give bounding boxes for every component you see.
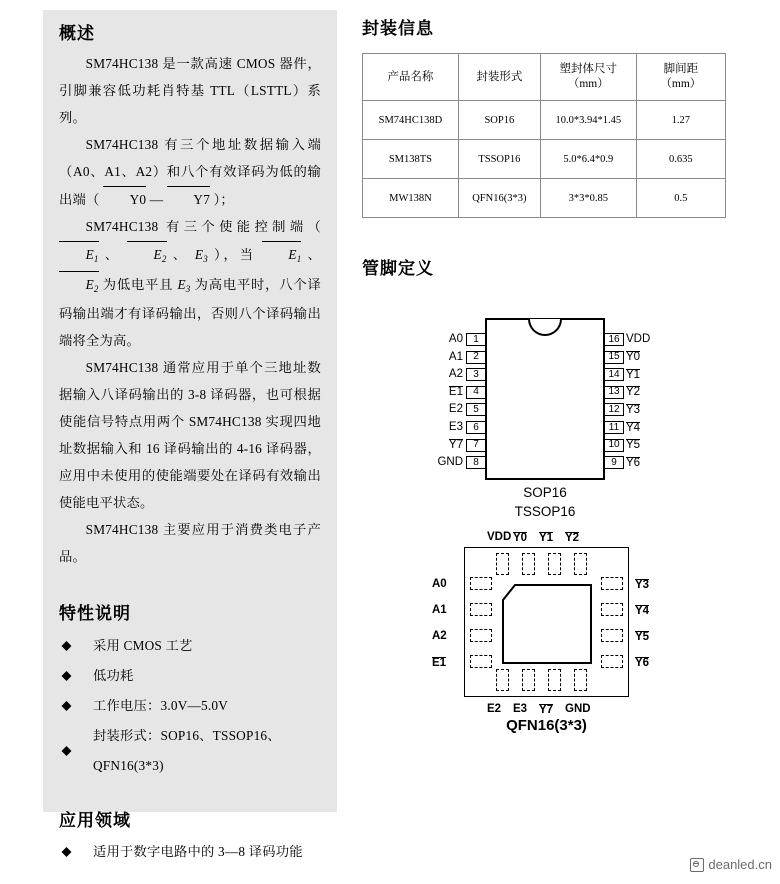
- pad-label-text: Y1: [539, 532, 554, 544]
- qfn16-right-pad-Y3: [601, 577, 623, 590]
- cell-package-type: TSSOP16: [458, 140, 540, 179]
- sop16-right-pin-label-Y6: [626, 456, 640, 469]
- label-e3-a: $E_3$: [194, 247, 208, 265]
- application-label: 适用于数字电路中的 3—8 译码功能: [93, 844, 303, 860]
- qfn16-left-pad-E1: [470, 655, 492, 668]
- pin-label-text: E1: [448, 386, 463, 399]
- cell-product-name: SM74HC138D: [363, 101, 459, 140]
- sop16-left-pin-7: 7: [466, 439, 486, 452]
- features-list: [59, 631, 321, 781]
- pad-label-text: E3: [513, 703, 528, 715]
- column-header-body-size: 塑封体尺寸 （mm）: [540, 54, 636, 101]
- sop16-package-diagram: [362, 293, 762, 519]
- qfn16-die-outline-icon: [502, 581, 592, 664]
- overline-e2-a: $E_2$: [127, 240, 167, 270]
- qfn16-right-label-Y4: [635, 604, 649, 617]
- pad-label-text: Y0: [513, 532, 528, 544]
- overline-e1-a: $E_1$: [59, 240, 99, 270]
- sop16-left-pin-label-A0: [363, 333, 463, 346]
- diamond-bullet-icon: [62, 671, 72, 681]
- diamond-bullet-icon: [62, 641, 72, 651]
- pin-label-text: Y6: [626, 456, 641, 469]
- qfn16-left-label-E1: [432, 656, 446, 669]
- qfn16-right-pad-Y5: [601, 629, 623, 642]
- qfn16-top-label-VDD: [487, 531, 511, 543]
- pin-label-text: Y0: [626, 351, 641, 364]
- pin-label-text: A0: [448, 333, 463, 345]
- spacer-features: [59, 570, 321, 604]
- qfn16-package-diagram: [362, 525, 762, 745]
- pad-label-text: Y2: [565, 532, 580, 544]
- diamond-bullet-icon: [62, 701, 72, 711]
- sop16-caption-line2: TSSOP16: [514, 504, 576, 519]
- sop16-left-pin-6: 6: [466, 421, 486, 434]
- pad-label-text: Y7: [539, 704, 554, 716]
- qfn16-right-pad-Y4: [601, 603, 623, 616]
- qfn16-right-pad-Y6: [601, 655, 623, 668]
- sop16-left-pin-4: 4: [466, 386, 486, 399]
- cell-body-size: 3*3*0.85: [540, 179, 636, 218]
- qfn16-top-label-Y0: [513, 531, 527, 544]
- qfn16-left-pad-A0: [470, 577, 492, 590]
- sop16-left-pin-label-GND: [363, 456, 463, 469]
- pad-label-text: E2: [487, 703, 502, 715]
- overview-paragraph-3: SM74HC138 有三个使能控制端（$E_1$ 、 $E_2$ 、 $E_3$ ），当 $E_1$ 、 $E_2$ 为低电平且 $E_3$ 为高电平时，八个译码输出端才有译码输出，否则八个译码输出端将全为高。: [59, 219, 322, 349]
- cell-package-type: SOP16: [458, 101, 540, 140]
- watermark: [690, 857, 772, 872]
- pin-label-text: E2: [448, 403, 463, 416]
- pad-label-text: A1: [432, 604, 447, 616]
- sop16-right-pin-label-Y2: [626, 386, 640, 399]
- overline-y7: Y7: [167, 185, 210, 213]
- table-row: [363, 140, 726, 179]
- sop16-right-pin-11: 11: [604, 421, 624, 434]
- qfn16-top-pad-VDD: [496, 553, 509, 575]
- list-item: [59, 721, 321, 781]
- qfn16-bottom-label-Y7: [539, 703, 553, 716]
- pin-label-text: A1: [448, 350, 463, 363]
- feature-label: 采用 CMOS 工艺: [93, 637, 193, 653]
- qfn16-left-pad-A1: [470, 603, 492, 616]
- qfn16-left-pad-A2: [470, 629, 492, 642]
- sop16-right-pin-15: 15: [604, 351, 624, 364]
- cell-package-type: QFN16(3*3): [458, 179, 540, 218]
- pin-label-text: Y1: [626, 368, 641, 381]
- pin-label-text: Y7: [448, 439, 463, 452]
- qfn16-bottom-pad-Y7: [548, 669, 561, 691]
- features-heading: 特性说明: [59, 604, 131, 624]
- cell-pin-pitch: 0.5: [636, 179, 725, 218]
- spacer-applications: [59, 781, 321, 811]
- overview-paragraph-4: SM74HC138 通常应用于单个三地址数据输入八译码输出的 3-8 译码器，也可根据使能信号特点用两个 SM74HC138 实现四地址数据输入和 16 译码输出的 4-16 译码器，应用中未使用的使能端要处在译码有效输出使能电平状态。: [59, 360, 321, 511]
- package-info-table: [362, 53, 726, 218]
- pad-label-text: E1: [432, 657, 447, 669]
- cell-body-size: 10.0*3.94*1.45: [540, 101, 636, 140]
- sop16-left-pin-label-E2: [363, 403, 463, 416]
- pin-label-text: Y5: [626, 439, 641, 452]
- qfn16-right-label-Y5: [635, 630, 649, 643]
- qfn16-top-pad-Y0: [522, 553, 535, 575]
- qfn16-bottom-label-E2: [487, 703, 501, 715]
- table-header-row: [363, 54, 726, 101]
- qfn16-right-label-Y3: [635, 578, 649, 591]
- list-item: [59, 837, 321, 867]
- sop16-right-pin-label-VDD: [626, 333, 650, 346]
- diamond-bullet-icon: [62, 847, 72, 857]
- chip-notch-icon: [528, 319, 562, 336]
- pin-definition-heading: 管脚定义: [362, 259, 434, 278]
- qfn16-bottom-pad-E2: [496, 669, 509, 691]
- pin-label-text: E3: [448, 421, 463, 433]
- cell-pin-pitch: 1.27: [636, 101, 725, 140]
- sop16-right-pin-14: 14: [604, 368, 624, 381]
- sop16-left-pin-label-E3: [363, 421, 463, 434]
- cell-product-name: SM138TS: [363, 140, 459, 179]
- sop16-left-pin-5: 5: [466, 403, 486, 416]
- overview-paragraph-2: SM74HC138 有三个地址数据输入端（A0、A1、A2）和八个有效译码为低的输出端（ Y0 — Y7 ）；: [59, 131, 321, 213]
- pad-label-text: VDD: [487, 531, 512, 543]
- qfn16-bottom-label-E3: [513, 703, 527, 715]
- sop16-left-pin-label-A2: [363, 368, 463, 381]
- list-item: [59, 691, 321, 721]
- pad-label-text: GND: [565, 703, 591, 715]
- overview-heading: 概述: [59, 24, 95, 43]
- pad-label-text: A0: [432, 578, 447, 590]
- applications-heading: 应用领域: [59, 810, 131, 830]
- table-row: [363, 179, 726, 218]
- list-item: [59, 661, 321, 691]
- sop16-left-pin-8: 8: [466, 456, 486, 469]
- column-header-pin-pitch: 脚间距 （mm）: [636, 54, 725, 101]
- pad-label-text: Y6: [635, 657, 650, 669]
- pin-label-text: Y4: [626, 421, 641, 434]
- sop16-left-pin-1: 1: [466, 333, 486, 346]
- sop16-left-pin-3: 3: [466, 368, 486, 381]
- cell-pin-pitch: 0.635: [636, 140, 725, 179]
- qfn16-bottom-pad-E3: [522, 669, 535, 691]
- pin-label-text: GND: [437, 456, 463, 469]
- column-header-package-type: 封装形式: [458, 54, 540, 101]
- sop16-right-pin-label-Y5: [626, 439, 640, 452]
- deanled-logo-icon: [690, 858, 704, 872]
- qfn16-top-pad-Y2: [574, 553, 587, 575]
- sop16-right-pin-label-Y1: [626, 368, 640, 381]
- applications-list: [59, 837, 321, 867]
- sop16-left-pin-label-E1: [363, 386, 463, 399]
- package-info-heading: 封装信息: [362, 19, 434, 38]
- qfn16-left-label-A0: [432, 578, 447, 590]
- sop16-chip-body: [485, 318, 605, 480]
- cell-product-name: MW138N: [363, 179, 459, 218]
- sop16-right-pin-10: 10: [604, 439, 624, 452]
- sop16-caption: [485, 483, 605, 521]
- pad-label-text: Y4: [635, 605, 650, 617]
- qfn16-caption: QFN16(3*3): [506, 717, 587, 734]
- qfn16-top-pad-Y1: [548, 553, 561, 575]
- pin-label-text: Y2: [626, 386, 641, 399]
- overview-paragraph-5: SM74HC138 主要应用于消费类电子产品。: [59, 522, 321, 565]
- qfn16-bottom-label-GND: [565, 703, 591, 715]
- cell-body-size: 5.0*6.4*0.9: [540, 140, 636, 179]
- table-row: [363, 101, 726, 140]
- overline-y0: Y0: [103, 185, 146, 213]
- qfn16-bottom-pad-GND: [574, 669, 587, 691]
- overline-e2-b: $E_2$: [59, 270, 99, 300]
- pin-label-text: A2: [448, 368, 463, 381]
- qfn16-right-label-Y6: [635, 656, 649, 669]
- column-header-product-name: 产品名称: [363, 54, 459, 101]
- sop16-caption-line1: SOP16: [523, 485, 567, 500]
- qfn16-top-label-Y2: [565, 531, 579, 544]
- sop16-right-pin-13: 13: [604, 386, 624, 399]
- sop16-left-pin-2: 2: [466, 351, 486, 364]
- overview-paragraph-1: SM74HC138 是一款高速 CMOS 器件，引脚兼容低功耗肖特基 TTL（LSTTL）系列。: [59, 56, 321, 126]
- qfn16-left-label-A2: [432, 630, 447, 642]
- feature-label: 工作电压：3.0V—5.0V: [93, 697, 229, 713]
- sop16-right-pin-label-Y4: [626, 421, 640, 434]
- watermark-text: deanled.cn: [708, 857, 772, 872]
- list-item: [59, 631, 321, 661]
- pad-label-text: Y3: [635, 579, 650, 591]
- label-e3-b: $E_3$: [177, 277, 191, 295]
- sop16-left-pin-label-Y7: [363, 439, 463, 452]
- sop16-right-pin-12: 12: [604, 403, 624, 416]
- qfn16-top-label-Y1: [539, 531, 553, 544]
- pad-label-text: A2: [432, 630, 447, 642]
- right-content-column: [362, 10, 762, 745]
- pad-label-text: Y5: [635, 631, 650, 643]
- sop16-right-pin-label-Y3: [626, 403, 640, 416]
- diamond-bullet-icon: [62, 746, 72, 756]
- qfn16-left-label-A1: [432, 604, 447, 616]
- sop16-right-pin-16: 16: [604, 333, 624, 346]
- sop16-right-pin-9: 9: [604, 456, 624, 469]
- pin-label-text: Y3: [626, 403, 641, 416]
- overline-e1-b: $E_1$: [262, 240, 302, 270]
- feature-label: 低功耗: [93, 667, 134, 683]
- feature-label: 封装形式：SOP16、TSSOP16、QFN16(3*3): [93, 727, 281, 773]
- left-info-panel: [43, 10, 337, 860]
- sop16-right-pin-label-Y0: [626, 351, 640, 364]
- sop16-left-pin-label-A1: [363, 351, 463, 364]
- pin-label-text: VDD: [626, 333, 651, 345]
